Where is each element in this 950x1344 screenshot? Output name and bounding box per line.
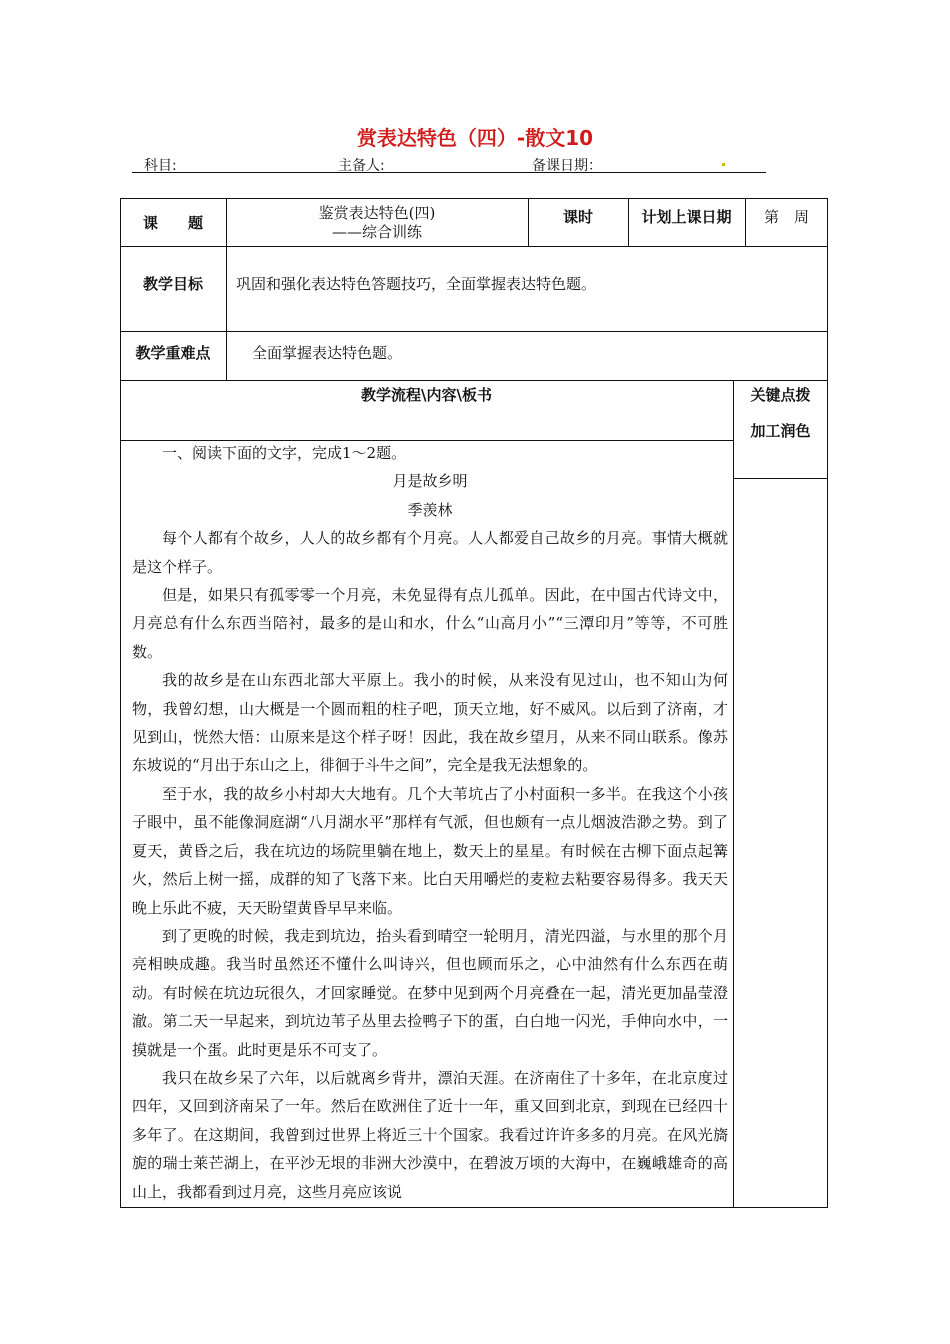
topic-value-line1: 鉴赏表达特色(四)	[318, 204, 436, 222]
meta-date: 备课日期：	[532, 158, 602, 174]
topic-label: 课 题	[142, 214, 203, 232]
essay-title: 月是故乡明	[392, 472, 468, 491]
goal-label: 教学目标	[142, 275, 203, 293]
meta-preparer: 主备人:	[338, 158, 385, 174]
decorative-dot	[722, 163, 725, 166]
side-label-polish: 加工润色	[750, 422, 811, 440]
meta-underline	[132, 172, 766, 173]
paragraph: 每个人都有个故乡，人人的故乡都有个月亮。人人都爱自己故乡的月亮。事情大概就是这个样子。	[132, 529, 728, 576]
goal-value: 巩固和强化表达特色答题技巧，全面掌握表达特色题。	[236, 275, 597, 293]
week-label: 第 周	[763, 208, 809, 226]
key-label: 教学重难点	[135, 344, 211, 362]
side-label-guidance: 关键点拨	[750, 386, 811, 404]
table-rule	[120, 380, 828, 381]
reading-passage	[132, 439, 728, 1206]
table-rule	[733, 478, 828, 479]
document-title: 赏表达特色（四）-散文10	[356, 126, 594, 150]
table-rule	[733, 380, 734, 1208]
paragraph: 我只在故乡呆了六年，以后就离乡背井，漂泊天涯。在济南住了十多年，在北京度过四年，又回到济南呆了一年。然后在欧洲住了近十一年，重又回到北京，到现在已经四十多年了。在这期间，我曾到过世界上将近三十个国家。我看过许许多多的月亮。在风光旖旎的瑞士莱芒湖上，在平沙无垠的非洲大沙漠中，在碧波万顷的大海中，在巍峨雄奇的高山上，我都看到过月亮，这些月亮应该说	[132, 1068, 728, 1201]
exercise-intro: 一、阅读下面的文字，完成1～2题。	[162, 444, 407, 462]
flow-label: 教学流程\内容\板书	[361, 386, 492, 404]
plan-date-label: 计划上课日期	[641, 208, 732, 226]
key-value: 全面掌握表达特色题。	[252, 344, 403, 362]
topic-value-line2: ——综合训练	[331, 223, 422, 241]
hours-label: 课时	[562, 208, 593, 226]
paragraph: 但是，如果只有孤零零一个月亮，未免显得有点儿孤单。因此，在中国古代诗文中，月亮总有什么东西当陪衬，最多的是山和水，什么“山高月小”“三潭印月”等等，不可胜数。	[132, 586, 728, 661]
paragraph: 我的故乡是在山东西北部大平原上。我小的时候，从来没有见过山，也不知山为何物，我曾幻想，山大概是一个圆而粗的柱子吧，顶天立地，好不威风。以后到了济南，才见到山，恍然大悟：山原来是这个样子呀！因此，我在故乡望月，从来不同山联系。像苏东坡说的“月出于东山之上，徘徊于斗牛之间”，完全是我无法想象的。	[132, 671, 728, 775]
essay-author: 季羡林	[407, 500, 453, 519]
meta-subject: 科目:	[144, 158, 177, 174]
paragraph: 至于水，我的故乡小村却大大地有。几个大苇坑占了小村面积一多半。在我这个小孩子眼中，虽不能像洞庭湖“八月湖水平”那样有气派，但也颇有一点儿烟波浩渺之势。到了夏天，黄昏之后，我在坑边的场院里躺在地上，数天上的星星。有时候在古柳下面点起篝火，然后上树一摇，成群的知了飞落下来。比白天用嚼烂的麦粒去粘要容易得多。我天天晚上乐此不疲，天天盼望黄昏早早来临。	[132, 784, 728, 917]
paragraph: 到了更晚的时候，我走到坑边，抬头看到晴空一轮明月，清光四溢，与水里的那个月亮相映成趣。我当时虽然还不懂什么叫诗兴，但也顾而乐之，心中油然有什么东西在萌动。有时候在坑边玩很久，才回家睡觉。在梦中见到两个月亮叠在一起，清光更加晶莹澄澈。第二天一早起来，到坑边苇子丛里去捡鸭子下的蛋，白白地一闪光，手伸向水中，一摸就是一个蛋。此时更是乐不可支了。	[132, 926, 728, 1059]
